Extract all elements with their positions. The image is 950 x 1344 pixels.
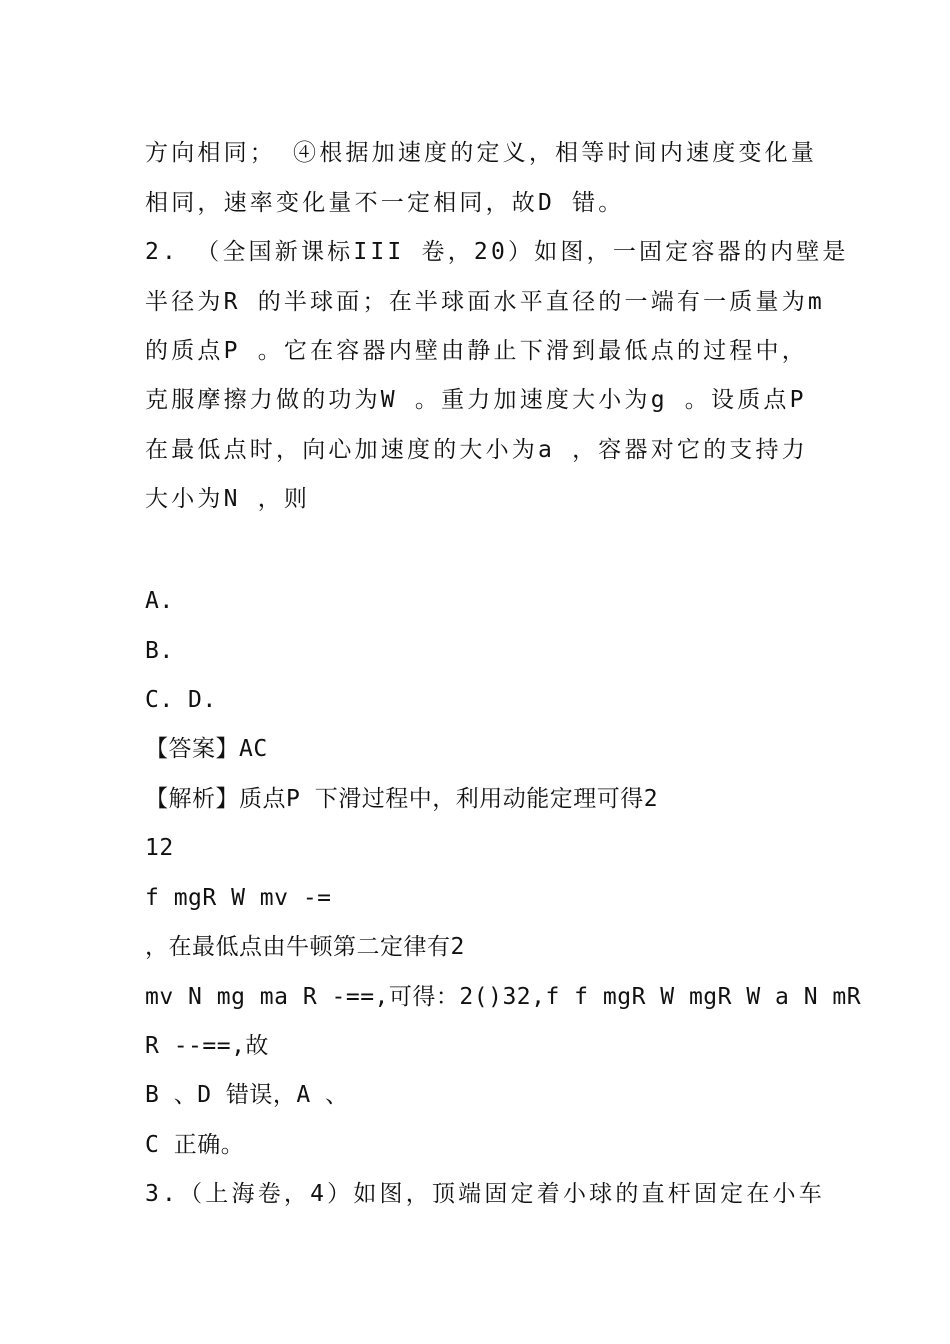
formula-line: f mgR W mv -= [145, 885, 332, 911]
option-c-d: C. D. [145, 687, 217, 713]
text-line: 大小为N ，则 [145, 486, 311, 512]
text-line: 克服摩擦力做的功为W 。重力加速度大小为g 。设质点P [145, 387, 807, 413]
option-a: A. [145, 588, 174, 614]
option-b: B. [145, 638, 174, 664]
formula-line: R --==,故 [145, 1033, 269, 1059]
text-line: 方向相同； ④根据加速度的定义，相等时间内速度变化量 [145, 140, 818, 166]
text-line: ，在最低点由牛顿第二定律有2 [145, 934, 465, 960]
text-line: 的质点P 。它在容器内壁由静止下滑到最低点的过程中， [145, 338, 808, 364]
answer-line: 【答案】AC [145, 736, 268, 762]
text-line: 2. （全国新课标III 卷，20）如图，一固定容器的内壁是 [145, 239, 849, 265]
formula-line: 12 [145, 835, 174, 861]
text-line: 半径为R 的半球面；在半球面水平直径的一端有一质量为m [145, 289, 825, 315]
formula-line: mv N mg ma R -==,可得：2()32,f f mgR W mgR W a N mR [145, 984, 862, 1010]
analysis-line: 【解析】质点P 下滑过程中，利用动能定理可得2 [145, 786, 659, 812]
text-line: 3.（上海卷，4）如图，顶端固定着小球的直杆固定在小车 [145, 1181, 825, 1207]
text-line: C 正确。 [145, 1132, 245, 1158]
text-line: 相同，速率变化量不一定相同，故D 错。 [145, 190, 625, 216]
text-line: B 、D 错误，A 、 [145, 1082, 349, 1108]
text-line: 在最低点时，向心加速度的大小为a ，容器对它的支持力 [145, 437, 808, 463]
